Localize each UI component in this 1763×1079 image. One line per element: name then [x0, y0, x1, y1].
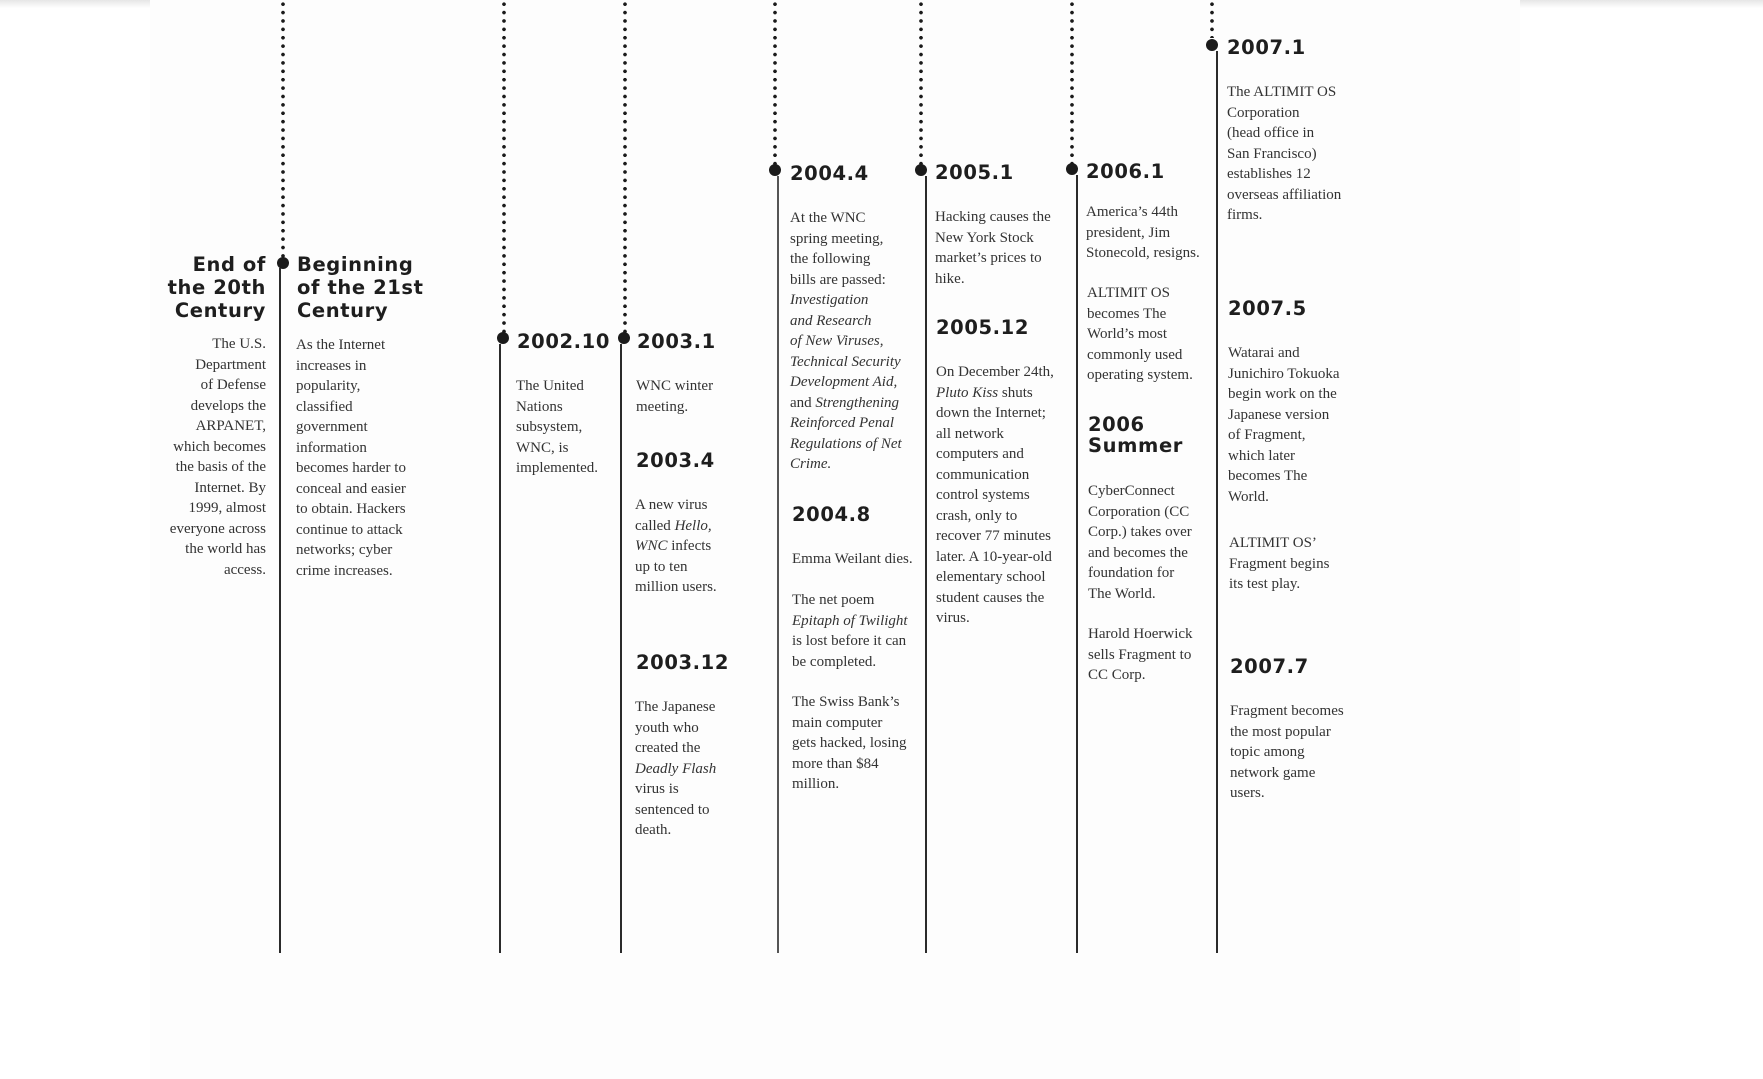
bill-name: Reinforced Penal [790, 415, 894, 431]
event-text [1088, 624, 1193, 686]
heading-line: Century [174, 299, 266, 322]
text-line: information [296, 439, 367, 456]
text-span: infects [667, 538, 712, 554]
text-line: ALTIMIT OS’ [1229, 535, 1317, 551]
text-line: to obtain. Hackers [296, 501, 406, 517]
text-line: becomes The [1228, 468, 1308, 484]
timeline-line [1216, 51, 1218, 953]
event-date: 2002.10 [517, 330, 611, 353]
event-date: 2003.12 [636, 651, 730, 674]
text-line: crime increases. [296, 562, 393, 579]
text-line: its test play. [1229, 576, 1301, 592]
text-line: World’s most [1087, 326, 1168, 342]
text-line: meeting. [636, 398, 689, 415]
text-line: Junichiro Tokuoka [1228, 365, 1340, 382]
text-line: continue to attack [296, 521, 403, 538]
text-line: the most popular [1230, 723, 1331, 740]
text-line: network game [1230, 764, 1316, 781]
text-line: subsystem, [516, 419, 583, 435]
text-line: access. [223, 561, 266, 578]
text-line: The World. [1088, 585, 1156, 602]
text-line: On December 24th, [936, 364, 1054, 380]
event-date: 2003.1 [637, 330, 716, 353]
text-line: which later [1228, 447, 1296, 464]
text-line: At the WNC [790, 210, 866, 226]
text-line [936, 383, 1054, 404]
text-line: gets hacked, losing [792, 735, 907, 751]
event-text [1086, 202, 1200, 264]
text-line: (head office in [1227, 125, 1315, 141]
text-line: the basis of the [175, 459, 266, 475]
text-line: The United [516, 378, 584, 394]
text-line [792, 611, 908, 632]
text-line: created the [635, 740, 701, 756]
text-line [790, 372, 902, 393]
text-line: elementary school [936, 569, 1046, 585]
event-date: 2007.7 [1230, 655, 1309, 678]
text-line: popularity, [296, 378, 361, 394]
dotted-connector [623, 0, 627, 333]
text-span: and [790, 394, 816, 411]
bill-name: Crime. [790, 456, 832, 472]
text-line: Fragment becomes [1230, 703, 1344, 719]
text-line: spring meeting, [790, 230, 884, 247]
text-line: virus. [936, 610, 970, 626]
text-line: Stonecold, resigns. [1086, 245, 1200, 261]
event-text [792, 549, 913, 570]
dotted-connector [1210, 0, 1214, 38]
text-line: sells Fragment to [1088, 646, 1192, 663]
text-line: and becomes the [1088, 544, 1188, 561]
text-line [790, 393, 902, 414]
text-line: The U.S. [212, 336, 266, 352]
text-line: Nations [516, 398, 563, 415]
text-line: increases in [296, 357, 367, 374]
timeline-line [925, 176, 927, 953]
virus-name: Deadly Flash [635, 760, 717, 777]
dotted-connector [773, 0, 777, 165]
era-text [296, 335, 406, 581]
text-line: which becomes [173, 438, 266, 455]
text-line: Department [195, 356, 266, 373]
text-line: the world has [185, 541, 266, 557]
text-line: Watarai and [1228, 345, 1300, 361]
event-text [516, 376, 598, 479]
text-line: America’s 44th [1086, 204, 1179, 220]
text-line: operating system. [1087, 367, 1193, 383]
timeline-line [499, 344, 501, 953]
text-line: everyone across [169, 520, 266, 537]
text-line: Japanese version [1228, 406, 1330, 423]
timeline-line [777, 176, 779, 953]
text-line: conceal and easier [296, 480, 406, 497]
text-line: New York Stock [935, 229, 1034, 246]
bill-name: Regulations of Net [790, 435, 902, 452]
heading-line: Beginning [297, 253, 414, 276]
bill-name: Strengthening [815, 394, 900, 411]
text-line: begin work on the [1228, 386, 1337, 402]
text-line: A new virus [635, 497, 708, 513]
text-line: be completed. [792, 653, 877, 670]
text-line: firms. [1227, 207, 1263, 223]
text-line: Harold Hoerwick [1088, 626, 1193, 642]
heading-line: Century [297, 299, 389, 322]
text-line: Corporation [1227, 104, 1300, 121]
event-text [1230, 701, 1344, 804]
text-line: 1999, almost [188, 500, 266, 516]
text-line: classified [296, 398, 353, 415]
event-text [1229, 533, 1329, 595]
text-line: million. [792, 776, 840, 792]
text-line: sentenced to [635, 801, 710, 818]
text-line: communication [936, 466, 1030, 483]
text-line [635, 536, 717, 557]
text-line: World. [1228, 488, 1269, 505]
text-line: up to ten [635, 558, 688, 575]
text-line: computers and [936, 446, 1024, 462]
text-line: Corp.) takes over [1088, 524, 1192, 540]
event-text [1228, 343, 1340, 507]
dotted-connector [1070, 0, 1074, 164]
timeline-line [1076, 175, 1078, 953]
text-line: more than $84 [792, 755, 879, 772]
event-text [1227, 82, 1341, 226]
text-line: WNC winter [636, 378, 714, 394]
timeline-node [618, 332, 630, 344]
text-line: million users. [635, 579, 717, 595]
text-line: president, Jim [1086, 224, 1171, 241]
event-text [792, 692, 907, 795]
dotted-connector [502, 0, 506, 333]
text-line: foundation for [1088, 565, 1175, 581]
text-line: CC Corp. [1088, 667, 1146, 683]
event-date: 2007.5 [1228, 297, 1307, 320]
text-line: control systems [936, 487, 1030, 503]
event-date: 2006.1 [1086, 160, 1165, 183]
text-line: The Japanese [635, 699, 716, 715]
text-line: ALTIMIT OS [1087, 285, 1170, 301]
text-line: virus is [635, 781, 679, 797]
timeline-line [620, 344, 622, 953]
text-line: of Defense [200, 377, 266, 393]
timeline-line [279, 268, 281, 953]
text-line: bills are passed: [790, 271, 886, 288]
timeline-node [915, 164, 927, 176]
text-line: As the Internet [296, 337, 386, 353]
bill-name: of New Viruses, [790, 333, 884, 349]
text-line: government [296, 419, 368, 435]
text-line: WNC, is [516, 439, 569, 456]
text-line: implemented. [516, 460, 599, 476]
event-text [936, 362, 1054, 629]
text-line [635, 516, 717, 537]
text-line: Emma Weilant dies. [792, 551, 913, 567]
text-line: recover 77 minutes [936, 528, 1051, 544]
text-line: hike. [935, 270, 965, 287]
heading-line: the 20th [167, 276, 266, 299]
event-text [1087, 283, 1193, 386]
date-line: Summer [1088, 434, 1184, 457]
text-line: youth who [635, 719, 699, 736]
era-heading [297, 253, 424, 322]
era-text [170, 334, 266, 580]
text-line: networks; cyber [296, 542, 393, 558]
text-line: crash, only to [936, 507, 1018, 524]
text-line: Corporation (CC [1088, 503, 1190, 520]
virus-name: Pluto Kiss [936, 384, 999, 401]
text-line: commonly used [1087, 346, 1183, 363]
text-line: ARPANET, [195, 418, 266, 434]
timeline-node [1206, 39, 1218, 51]
text-line: student causes the [936, 589, 1045, 606]
text-line: down the Internet; [936, 405, 1046, 421]
event-date [1088, 414, 1183, 456]
bill-name: and Research [790, 312, 872, 329]
text-line [790, 434, 902, 455]
virus-name: Hello, [674, 517, 712, 534]
text-line [635, 759, 716, 780]
text-line: market’s prices to [935, 250, 1042, 266]
event-text [1088, 481, 1192, 604]
event-date: 2004.8 [792, 503, 871, 526]
text-line: The net poem [792, 592, 875, 608]
event-date: 2005.1 [935, 161, 1014, 184]
heading-line: of the 21st [297, 276, 424, 299]
event-text [636, 376, 713, 417]
event-date: 2004.4 [790, 162, 869, 185]
text-line: San Francisco) [1227, 145, 1317, 162]
text-line: main computer [792, 714, 883, 731]
era-heading [168, 253, 266, 322]
text-line: Internet. By [194, 479, 266, 496]
text-span: shuts [998, 384, 1033, 401]
text-line [790, 290, 902, 311]
timeline-node [497, 332, 509, 344]
event-date: 2007.1 [1227, 36, 1306, 59]
text-line: CyberConnect [1088, 483, 1175, 499]
text-line [790, 413, 902, 434]
bill-name: Investigation [790, 292, 869, 308]
text-line [790, 352, 902, 373]
text-line [790, 454, 902, 475]
text-line: the following [790, 251, 871, 267]
virus-name: WNC [635, 538, 668, 554]
text-line: The Swiss Bank’s [792, 694, 900, 710]
bill-name: Technical Security [790, 353, 901, 370]
text-line: topic among [1230, 744, 1305, 760]
event-text [635, 697, 716, 841]
dotted-connector [919, 0, 923, 165]
event-text [935, 207, 1051, 289]
text-line: The ALTIMIT OS [1227, 84, 1337, 100]
heading-line: End of [192, 253, 266, 276]
timeline-node [769, 164, 781, 176]
event-date: 2005.12 [936, 316, 1030, 339]
event-date: 2003.4 [636, 449, 715, 472]
text-line: death. [635, 822, 672, 838]
text-span: called [635, 517, 675, 534]
bill-name: Development Aid, [790, 374, 898, 390]
text-line: develops the [190, 397, 266, 414]
text-line: users. [1230, 785, 1265, 801]
event-text [792, 590, 908, 672]
text-line [790, 331, 902, 352]
date-line: 2006 [1088, 413, 1145, 436]
text-line: is lost before it can [792, 633, 907, 649]
event-text [635, 495, 717, 598]
dotted-connector [281, 0, 285, 258]
text-line: of Fragment, [1228, 427, 1306, 443]
timeline-node [1066, 163, 1078, 175]
text-line: all network [936, 425, 1004, 442]
event-text [790, 208, 902, 475]
text-line: becomes harder to [296, 460, 406, 476]
text-line: Fragment begins [1229, 555, 1330, 572]
text-line: establishes 12 [1227, 166, 1311, 182]
text-line: Hacking causes the [935, 209, 1051, 225]
poem-name: Epitaph of Twilight [792, 612, 908, 629]
text-line: becomes The [1087, 305, 1167, 322]
text-line: later. A 10-year-old [936, 548, 1052, 565]
text-line: overseas affiliation [1227, 186, 1342, 203]
text-line [790, 311, 902, 332]
